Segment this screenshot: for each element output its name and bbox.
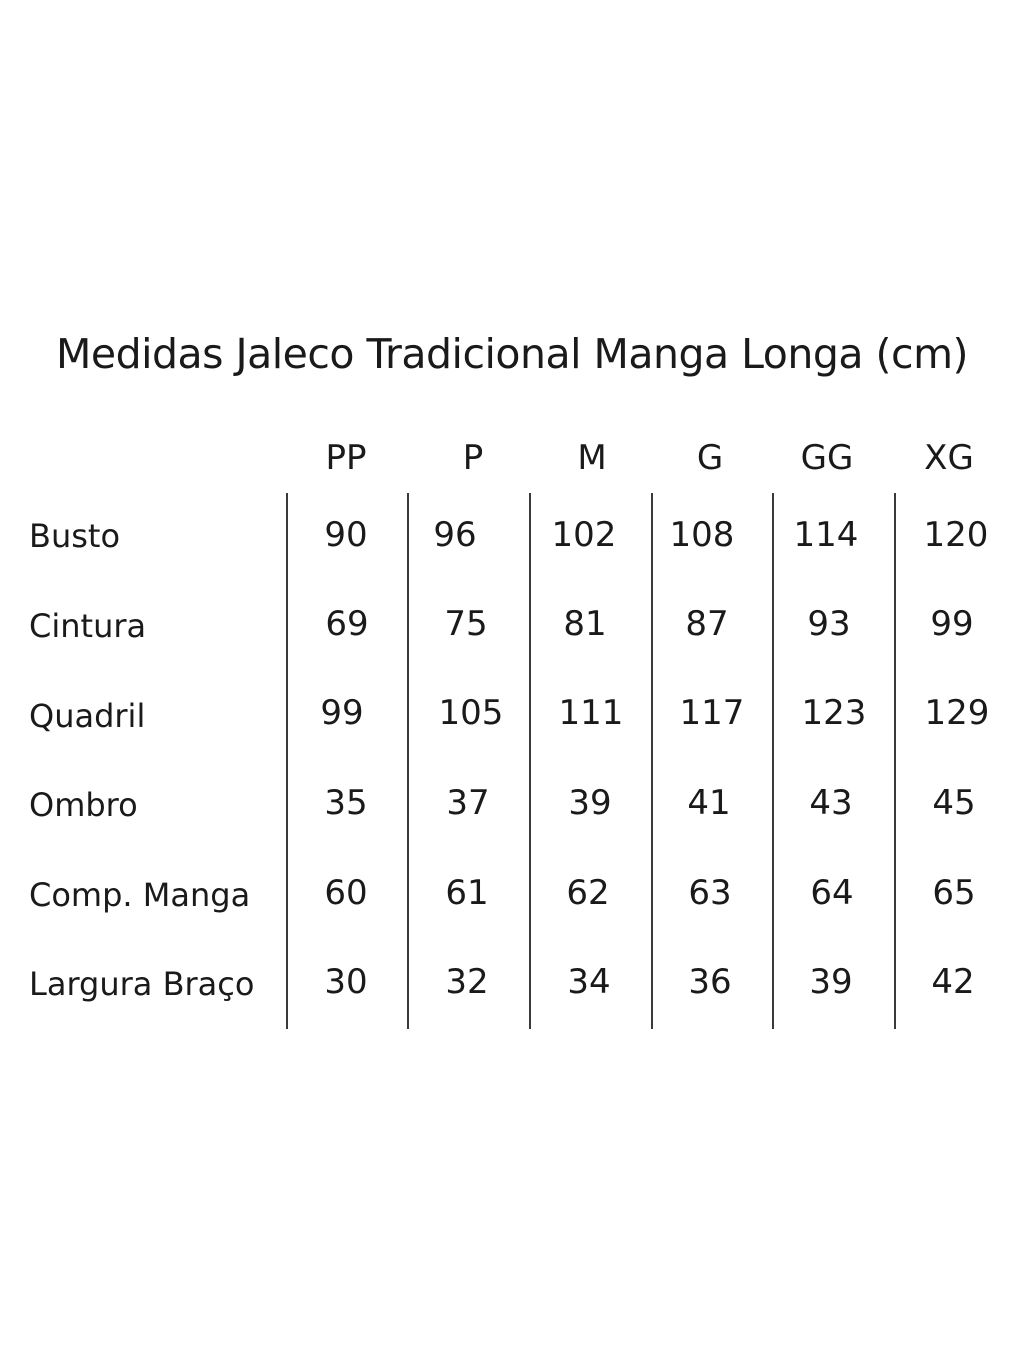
column-header-xg: XG (924, 438, 974, 478)
table-cell: 37 (446, 783, 490, 823)
table-cell: 39 (568, 783, 612, 823)
table-cell: 34 (567, 962, 611, 1002)
table-cell: 35 (324, 783, 368, 823)
table-cell: 105 (438, 693, 504, 733)
column-header-m: M (577, 438, 607, 478)
column-divider (286, 493, 288, 1029)
table-cell: 42 (931, 962, 975, 1002)
table-cell: 60 (324, 873, 368, 913)
table-cell: 99 (320, 693, 364, 733)
page-title: Medidas Jaleco Tradicional Manga Longa (cm) (55, 330, 969, 378)
column-header-p: P (462, 438, 484, 478)
table-cell: 114 (793, 515, 859, 555)
table-cell: 111 (558, 693, 624, 733)
row-label-cintura: Cintura (29, 607, 147, 645)
column-divider (651, 493, 653, 1029)
table-cell: 32 (445, 962, 489, 1002)
table-cell: 62 (566, 873, 610, 913)
table-cell: 45 (932, 783, 976, 823)
table-cell: 41 (687, 783, 731, 823)
column-divider (407, 493, 409, 1029)
table-cell: 36 (688, 962, 732, 1002)
column-divider (529, 493, 531, 1029)
table-cell: 43 (809, 783, 853, 823)
table-cell: 96 (433, 515, 477, 555)
table-cell: 61 (445, 873, 489, 913)
row-label-ombro: Ombro (29, 786, 138, 824)
table-cell: 75 (444, 604, 488, 644)
row-label-quadril: Quadril (29, 697, 146, 735)
column-divider (894, 493, 896, 1029)
row-label-largura-braco: Largura Braço (29, 965, 255, 1003)
table-cell: 39 (809, 962, 853, 1002)
table-cell: 64 (810, 873, 854, 913)
table-cell: 108 (669, 515, 735, 555)
column-header-pp: PP (325, 438, 367, 478)
table-cell: 81 (563, 604, 607, 644)
column-divider (772, 493, 774, 1029)
table-cell: 120 (923, 515, 989, 555)
table-cell: 102 (551, 515, 617, 555)
table-cell: 129 (924, 693, 990, 733)
table-cell: 87 (685, 604, 729, 644)
row-label-busto: Busto (29, 517, 121, 555)
column-header-g: G (696, 438, 724, 478)
table-cell: 99 (930, 604, 974, 644)
table-cell: 69 (325, 604, 369, 644)
table-cell: 93 (807, 604, 851, 644)
table-cell: 90 (324, 515, 368, 555)
table-cell: 117 (679, 693, 745, 733)
row-label-comp-manga: Comp. Manga (29, 876, 251, 914)
table-cell: 63 (688, 873, 732, 913)
table-cell: 30 (324, 962, 368, 1002)
column-header-gg: GG (800, 438, 854, 478)
table-cell: 123 (801, 693, 867, 733)
table-cell: 65 (932, 873, 976, 913)
